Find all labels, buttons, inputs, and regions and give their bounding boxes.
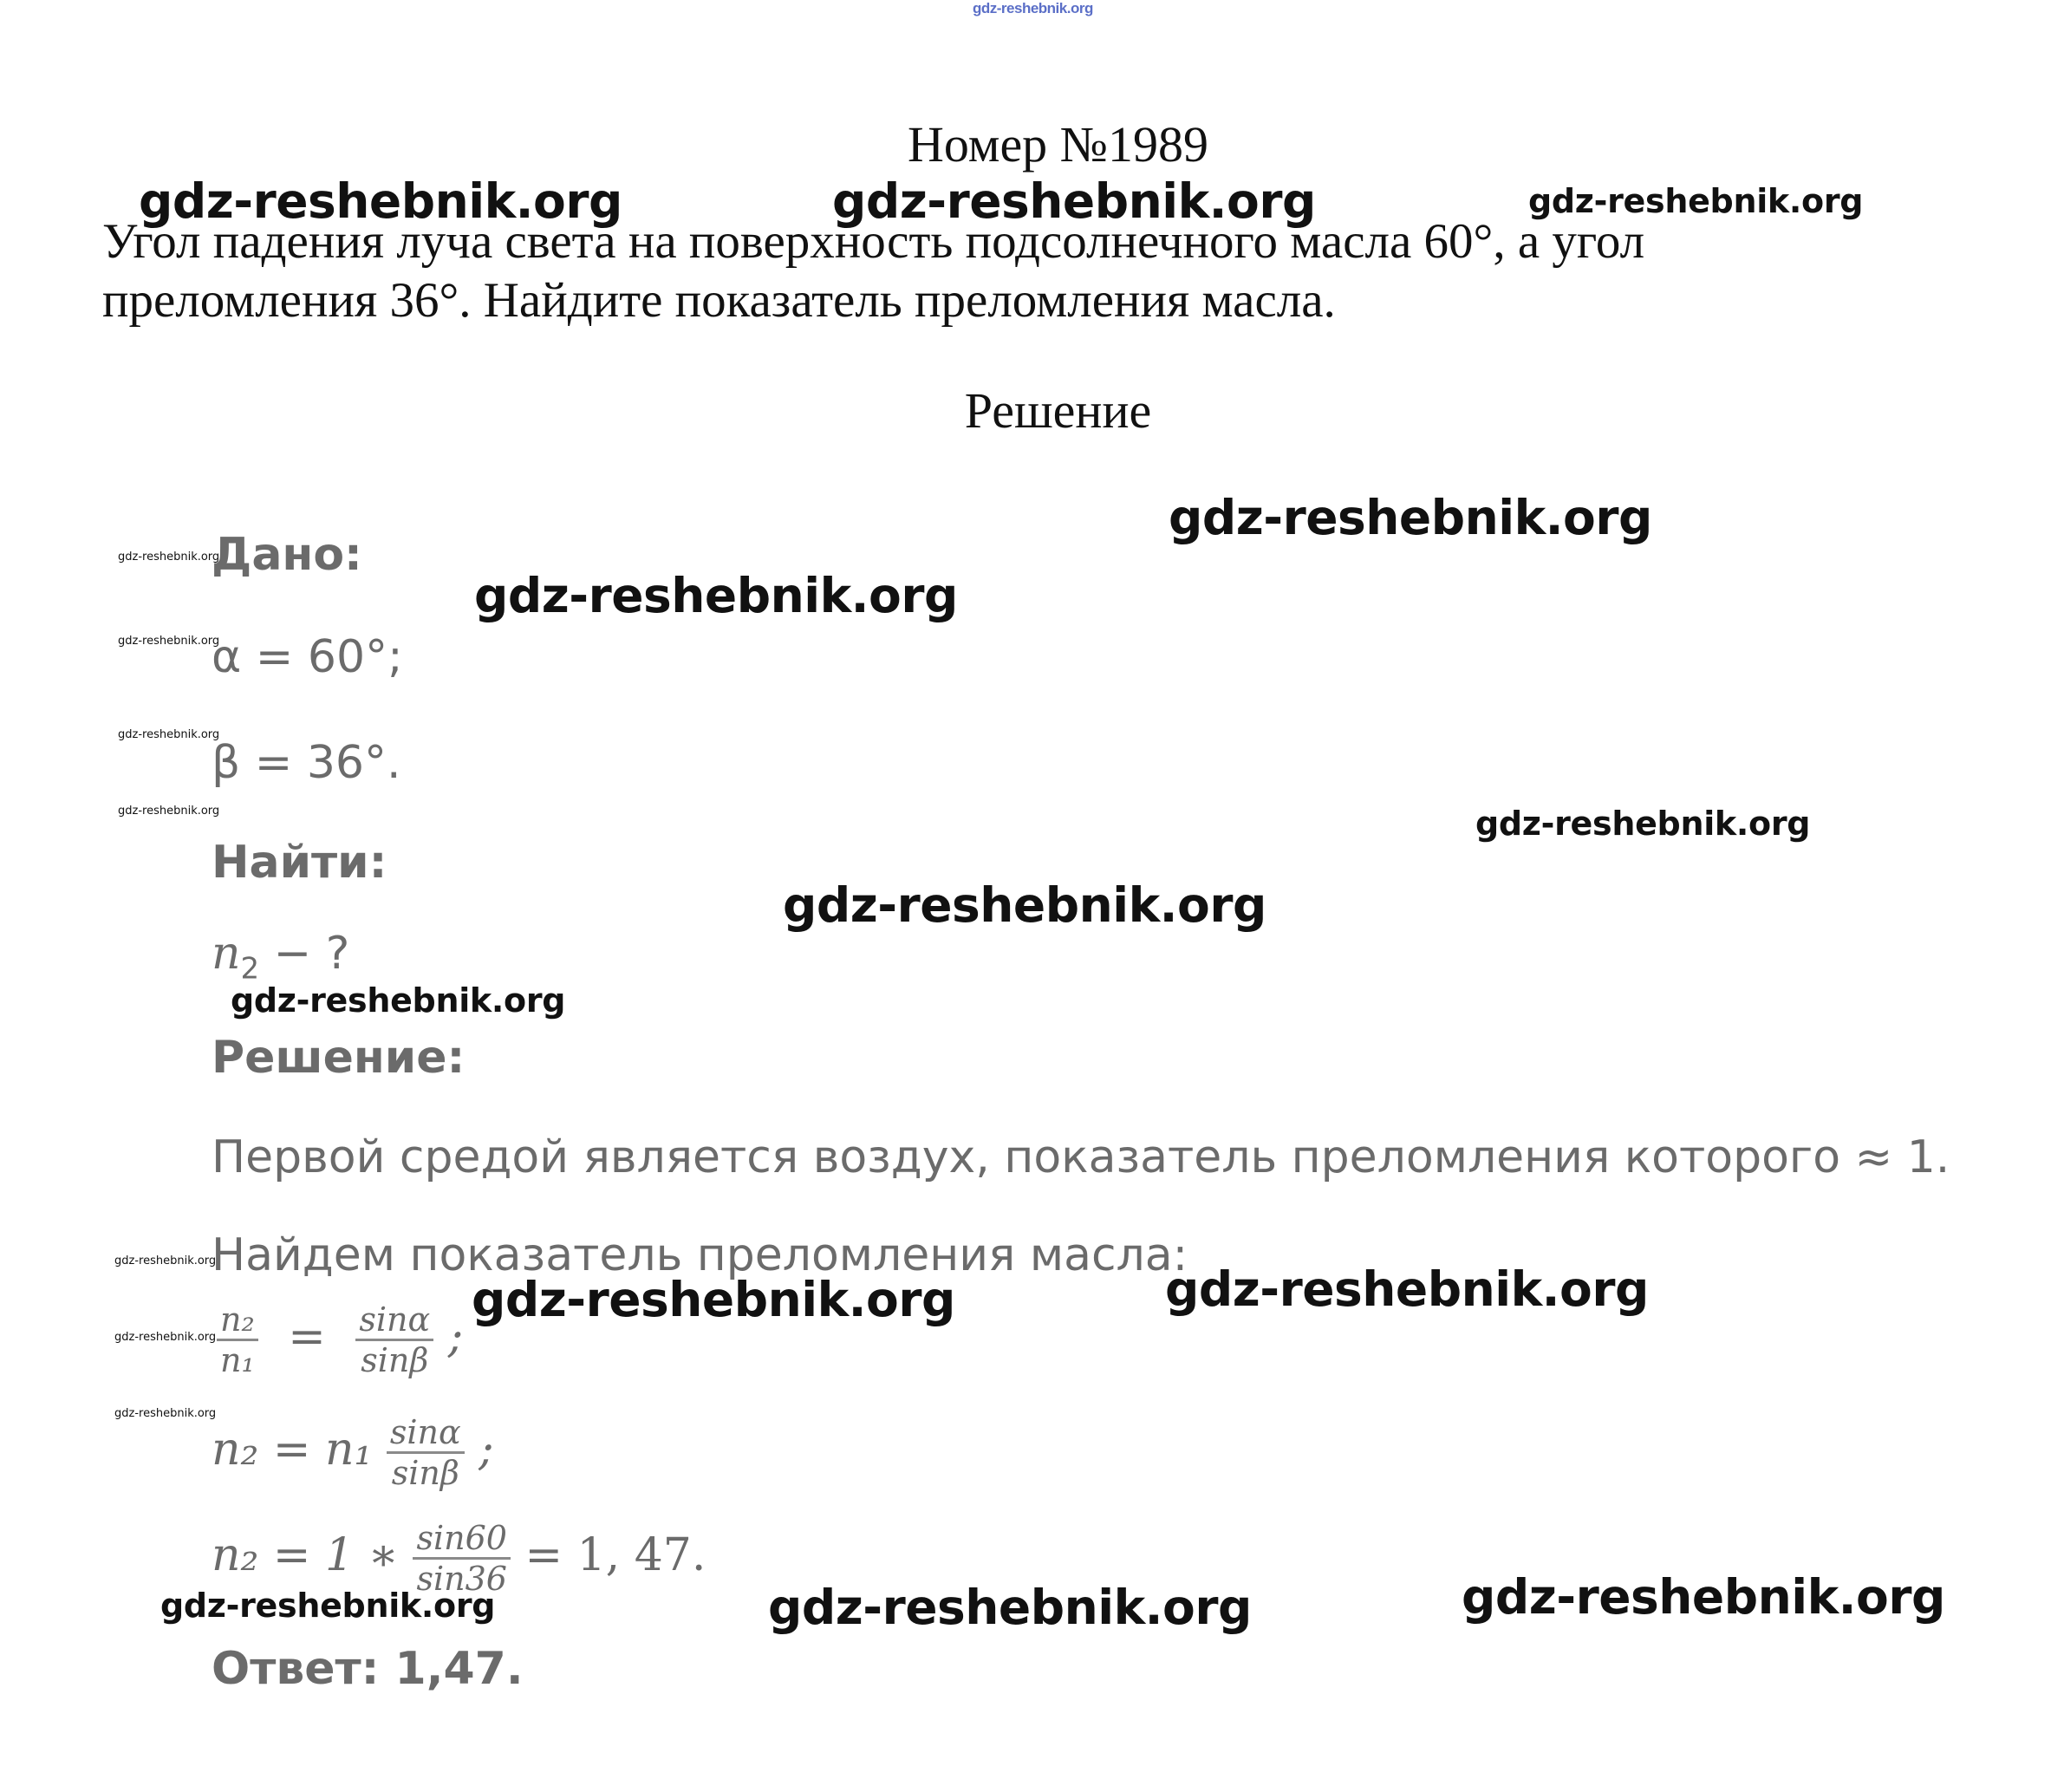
find-sub: 2 bbox=[240, 951, 260, 987]
solution-text-2: Найдем показатель преломления масла: bbox=[212, 1229, 1188, 1281]
formula-2 bbox=[212, 1413, 494, 1492]
formula-2-lhs: n₂ = n₁ bbox=[212, 1424, 373, 1476]
formula-2-den: sinβ bbox=[391, 1454, 459, 1492]
formula-3-den: sin36 bbox=[416, 1560, 507, 1598]
watermark: gdz-reshebnik.org bbox=[1169, 490, 1652, 545]
watermark: gdz-reshebnik.org bbox=[160, 1587, 496, 1625]
find-n: n bbox=[212, 928, 241, 980]
watermark: gdz-reshebnik.org bbox=[114, 1407, 217, 1420]
formula-1-eq: = bbox=[288, 1311, 326, 1363]
problem-line-1: Угол падения луча света на поверхность подсолнечного масла 60°, а угол bbox=[102, 214, 1645, 269]
find-label: Найти: bbox=[212, 837, 387, 889]
formula-2-num: sinα bbox=[387, 1413, 465, 1454]
solution-heading: Решение bbox=[964, 382, 1152, 439]
answer: Ответ: 1,47. bbox=[212, 1643, 524, 1695]
watermark: gdz-reshebnik.org bbox=[832, 173, 1316, 229]
formula-1-right-fraction bbox=[355, 1300, 433, 1379]
given-alpha: α = 60°; bbox=[212, 631, 403, 683]
formula-1-den: n₁ bbox=[220, 1341, 255, 1379]
watermark: gdz-reshebnik.org bbox=[118, 728, 220, 741]
watermark: gdz-reshebnik.org bbox=[118, 551, 220, 564]
watermark: gdz-reshebnik.org bbox=[114, 1254, 217, 1267]
formula-1-den2: sinβ bbox=[361, 1341, 429, 1379]
formula-1-num: n₂ bbox=[217, 1300, 258, 1341]
watermark: gdz-reshebnik.org bbox=[472, 1272, 955, 1327]
find-unknown bbox=[212, 928, 349, 986]
problem-line-2: преломления 36°. Найдите показатель преломления масла. bbox=[102, 273, 1336, 328]
formula-3-lhs: n₂ = 1 ∗ bbox=[212, 1529, 399, 1581]
watermark: gdz-reshebnik.org bbox=[231, 981, 566, 1020]
given-label: Дано: bbox=[212, 529, 362, 581]
watermark-top: gdz-reshebnik.org bbox=[973, 0, 1093, 16]
formula-1-end: ; bbox=[447, 1311, 464, 1363]
page-title: Номер №1989 bbox=[907, 116, 1209, 173]
given-beta: β = 36°. bbox=[212, 737, 401, 789]
watermark: gdz-reshebnik.org bbox=[474, 568, 958, 623]
watermark: gdz-reshebnik.org bbox=[1462, 1569, 1945, 1625]
watermark: gdz-reshebnik.org bbox=[768, 1580, 1252, 1635]
watermark: gdz-reshebnik.org bbox=[114, 1331, 217, 1344]
watermark: gdz-reshebnik.org bbox=[1165, 1261, 1649, 1317]
watermark: gdz-reshebnik.org bbox=[783, 877, 1266, 933]
solution-label: Решение: bbox=[212, 1032, 466, 1084]
watermark: gdz-reshebnik.org bbox=[118, 805, 220, 818]
watermark: gdz-reshebnik.org bbox=[1475, 805, 1811, 843]
watermark: gdz-reshebnik.org bbox=[118, 635, 220, 648]
find-rest: − ? bbox=[259, 928, 350, 980]
formula-1-num2: sinα bbox=[355, 1300, 433, 1341]
formula-1 bbox=[217, 1300, 463, 1379]
watermark: gdz-reshebnik.org bbox=[1528, 182, 1864, 220]
problem-statement bbox=[102, 212, 1966, 330]
formula-2-end: ; bbox=[479, 1424, 494, 1476]
formula-3-end: = 1, 47. bbox=[524, 1529, 706, 1581]
formula-3-num: sin60 bbox=[413, 1519, 510, 1560]
formula-1-left-fraction bbox=[217, 1300, 258, 1379]
watermark: gdz-reshebnik.org bbox=[139, 173, 622, 229]
solution-text-1: Первой средой является воздух, показатель преломления которого ≈ 1. bbox=[212, 1131, 1950, 1183]
formula-2-fraction bbox=[387, 1413, 465, 1492]
